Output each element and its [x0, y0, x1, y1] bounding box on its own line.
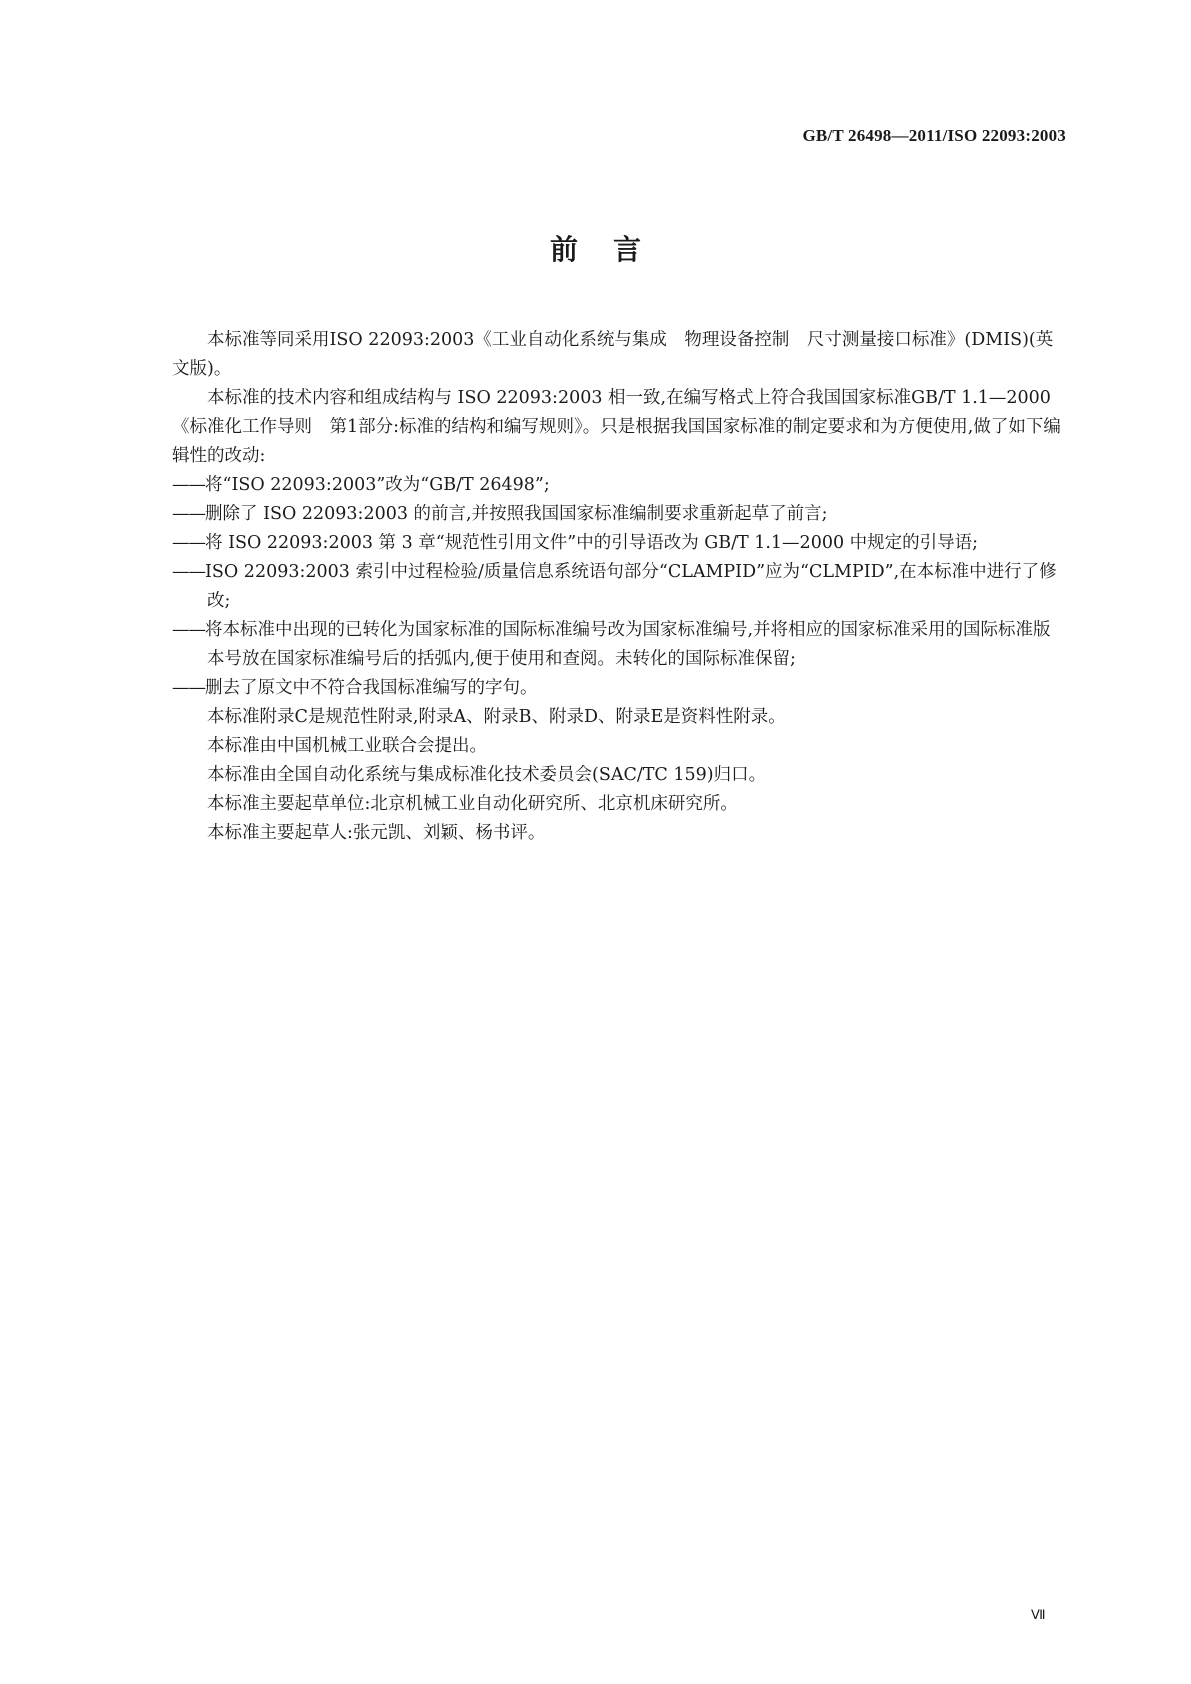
change-item-text: ISO 22093:2003 索引中过程检验/质量信息系统语句部分“CLAMPID”应为“CLMPID”,在本标准中进行了修改;	[205, 562, 1057, 611]
document-body	[172, 326, 1068, 848]
paragraph-technical-content: 本标准的技术内容和组成结构与 ISO 22093:2003 相一致,在编写格式上符合我国国家标准GB/T 1.1—2000《标准化工作导则 第1部分:标准的结构和编写规则》。只是根据我国国家标准的制定要求和为方便使用,做了如下编辑性的改动:	[172, 388, 1061, 466]
page-number: Ⅶ	[1031, 1607, 1046, 1622]
change-dash: ——	[172, 620, 205, 640]
change-dash: ——	[172, 533, 205, 553]
change-dash: ——	[172, 475, 205, 495]
paragraph-adoption: 本标准等同采用ISO 22093:2003《工业自动化系统与集成 物理设备控制 尺寸测量接口标准》(DMIS)(英文版)。	[172, 330, 1054, 379]
change-dash: ——	[172, 562, 205, 582]
paragraph-committee: 本标准由全国自动化系统与集成标准化技术委员会(SAC/TC 159)归口。	[207, 765, 767, 785]
change-item	[172, 471, 1068, 500]
change-item	[172, 500, 1068, 529]
paragraph-proposer: 本标准由中国机械工业联合会提出。	[207, 736, 487, 756]
change-dash: ——	[172, 678, 205, 698]
change-item-text: 删除了 ISO 22093:2003 的前言,并按照我国国家标准编制要求重新起草了前言;	[205, 504, 828, 524]
paragraph-drafters: 本标准主要起草人:张元凯、刘颖、杨书评。	[207, 823, 546, 843]
change-item-text: 将本标准中出现的已转化为国家标准的国际标准编号改为国家标准编号,并将相应的国家标准采用的国际标准版本号放在国家标准编号后的括弧内,便于使用和查阅。未转化的国际标准保留;	[205, 620, 1051, 669]
change-item	[172, 529, 1068, 558]
change-item	[172, 674, 1068, 703]
paragraph-drafting-units: 本标准主要起草单位:北京机械工业自动化研究所、北京机床研究所。	[207, 794, 738, 814]
page-title: 前 言	[550, 233, 641, 266]
paragraph-annexes: 本标准附录C是规范性附录,附录A、附录B、附录D、附录E是资料性附录。	[207, 707, 786, 727]
change-item	[172, 616, 1068, 674]
change-item	[172, 558, 1068, 616]
change-item-text: 删去了原文中不符合我国标准编写的字句。	[205, 678, 538, 698]
change-item-text: 将“ISO 22093:2003”改为“GB/T 26498”;	[205, 475, 550, 495]
change-item-text: 将 ISO 22093:2003 第 3 章“规范性引用文件”中的引导语改为 GB/T 1.1—2000 中规定的引导语;	[205, 533, 979, 553]
change-dash: ——	[172, 504, 205, 524]
standard-number-header: GB/T 26498—2011/ISO 22093:2003	[802, 126, 1066, 145]
